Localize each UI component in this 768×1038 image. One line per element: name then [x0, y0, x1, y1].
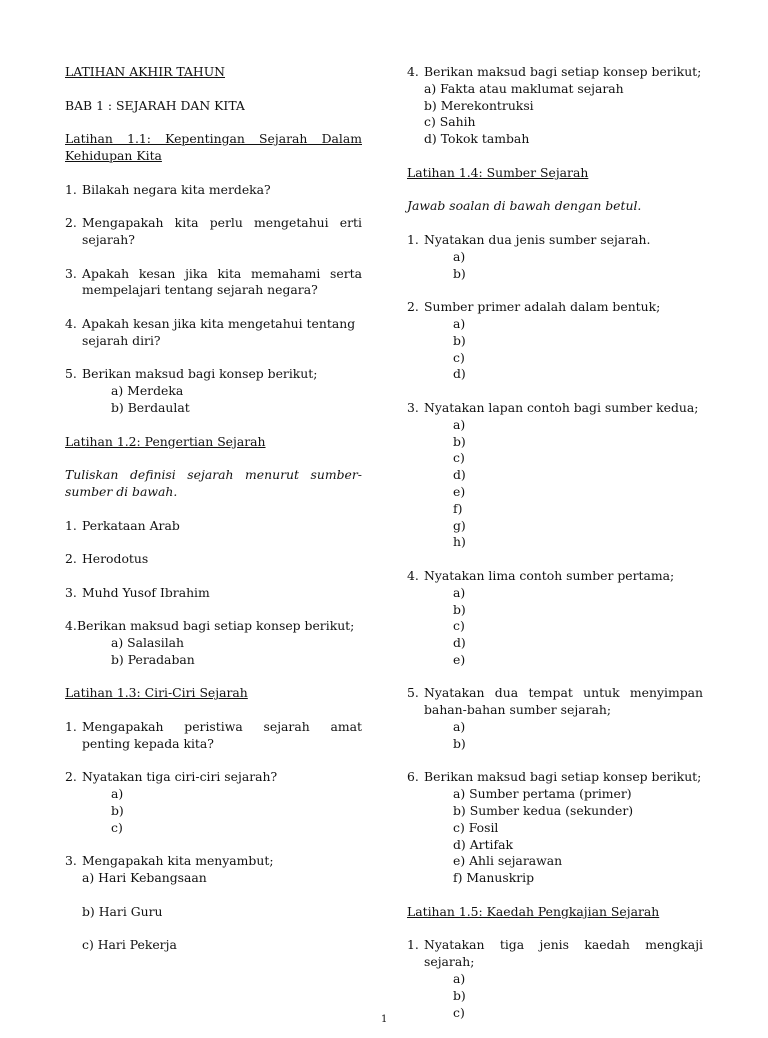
question-1-4-2: 2. Sumber primer adalah dalam bentuk; a) b) c) d)	[407, 299, 703, 383]
answer-option: e) Ahli sejarawan	[453, 853, 563, 869]
answer-option: b) Berdaulat	[111, 399, 190, 415]
question-1-2-2: 2. Herodotus	[65, 551, 362, 568]
question-1-3-1: 1. Mengapakah peristiwa sejarah amat penting kepada kita?	[65, 719, 362, 751]
question-1-2-1: 1. Perkataan Arab	[65, 518, 362, 535]
answer-option: a)	[453, 719, 466, 735]
question-1-4-3: 3. Nyatakan lapan contoh bagi sumber kedua; a) b) c) d) e) f) g) h)	[407, 400, 703, 551]
answer-option: d)	[453, 366, 466, 382]
question-text: Sumber primer adalah dalam bentuk;	[424, 299, 661, 315]
answer-option: c)	[453, 1004, 465, 1020]
question-text: Perkataan Arab	[82, 517, 180, 533]
answer-option: a)	[111, 786, 124, 802]
answer-option: c)	[453, 450, 465, 466]
answer-option: a)	[453, 971, 466, 987]
answer-option: a) Salasilah	[111, 635, 185, 651]
question-text: Apakah kesan jika kita memahami serta mempelajari tentang sejarah negara?	[82, 265, 362, 298]
answer-option: b)	[453, 265, 466, 281]
answer-option: b) Merekontruksi	[424, 97, 534, 113]
question-text: Bilakah negara kita merdeka?	[82, 181, 271, 197]
answer-option: a)	[453, 248, 466, 264]
answer-option: b)	[111, 803, 124, 819]
answer-option: b)	[453, 332, 466, 348]
question-1-5-1: 1. Nyatakan tiga jenis kaedah mengkaji sejarah; a) b) c)	[407, 937, 703, 1020]
question-1-4-4: 4. Nyatakan lima contoh sumber pertama; a) b) c) d) e)	[407, 568, 703, 669]
answer-option: h)	[453, 534, 466, 550]
question-1-1-1: 1. Bilakah negara kita merdeka?	[65, 182, 362, 199]
question-1-3-3: 3. Mengapakah kita menyambut; a) Hari Kebangsaan b) Hari Guru c) Hari Pekerja	[65, 853, 362, 954]
answer-option: b)	[453, 987, 466, 1003]
question-text: Mengapakah kita perlu mengetahui erti sejarah?	[82, 215, 362, 247]
question-1-3-2: 2. Nyatakan tiga ciri-ciri sejarah? a) b) c)	[65, 769, 362, 836]
answer-option: b)	[453, 735, 466, 751]
answer-option: a) Hari Kebangsaan	[82, 870, 207, 886]
question-text: Mengapakah peristiwa sejarah amat penting kepada kita?	[82, 719, 362, 751]
question-1-4-5: 5. Nyatakan dua tempat untuk menyimpan bahan-bahan sumber sejarah; a) b)	[407, 685, 703, 751]
question-text: Nyatakan tiga jenis kaedah mengkaji sejarah;	[424, 937, 703, 970]
question-text: Apakah kesan jika kita mengetahui tentang sejarah diri?	[82, 315, 356, 348]
answer-option: a) Sumber pertama (primer)	[453, 786, 632, 802]
answer-option: b) Hari Guru	[82, 903, 163, 919]
answer-option: d)	[453, 635, 466, 651]
section-heading-1-4: Latihan 1.4: Sumber Sejarah	[407, 164, 589, 180]
answer-option: d)	[453, 467, 466, 483]
section-heading-1-1: Latihan 1.1: Kepentingan Sejarah Dalam Kehidupan Kita	[65, 131, 362, 163]
question-text: Mengapakah kita menyambut;	[82, 853, 274, 869]
question-text: Nyatakan dua jenis sumber sejarah.	[424, 231, 651, 247]
answer-option: b) Peradaban	[111, 651, 195, 667]
answer-option: f)	[453, 500, 463, 516]
question-1-1-5: 5. Berikan maksud bagi konsep berikut; a) Merdeka b) Berdaulat	[65, 366, 362, 416]
question-text: Berikan maksud bagi konsep berikut;	[82, 366, 318, 382]
answer-option: c) Sahih	[424, 114, 476, 130]
document-title: LATIHAN AKHIR TAHUN	[65, 64, 225, 79]
question-text: Muhd Yusof Ibrahim	[82, 584, 210, 600]
question-1-4-6: 6. Berikan maksud bagi setiap konsep berikut; a) Sumber pertama (primer) b) Sumber kedua (sekunder) c) Fosil d) Artifak e) Ahli sejarawan f) Manuskrip	[407, 769, 702, 886]
answer-option: b)	[453, 433, 466, 449]
question-text: Nyatakan tiga ciri-ciri sejarah?	[82, 769, 278, 785]
answer-option: a)	[453, 315, 466, 331]
question-text: Nyatakan lapan contoh bagi sumber kedua;	[424, 399, 699, 415]
question-1-1-2: 2. Mengapakah kita perlu mengetahui erti sejarah?	[65, 215, 362, 247]
section-heading-1-5: Latihan 1.5: Kaedah Pengkajian Sejarah	[407, 903, 660, 919]
chapter-title: BAB 1 : SEJARAH DAN KITA	[65, 97, 245, 113]
section-instruction: Tuliskan definisi sejarah menurut sumber-sumber di bawah.	[65, 467, 362, 499]
answer-option: c) Hari Pekerja	[82, 937, 177, 953]
answer-option: f) Manuskrip	[453, 870, 535, 886]
answer-option: e)	[453, 651, 466, 667]
question-text: Berikan maksud bagi setiap konsep berikut;	[424, 769, 702, 785]
answer-option: c) Fosil	[453, 819, 499, 835]
answer-option: a)	[453, 416, 466, 432]
question-text: Berikan maksud bagi setiap konsep berikut;	[424, 64, 702, 79]
section-heading-1-2: Latihan 1.2: Pengertian Sejarah	[65, 433, 266, 449]
question-1-2-5: 4. Berikan maksud bagi setiap konsep berikut; a) Fakta atau maklumat sejarah b) Merekontruksi c) Sahih d) Tokok tambah	[407, 64, 702, 147]
question-text: Berikan maksud bagi setiap konsep berikut;	[77, 618, 355, 634]
question-text: Herodotus	[82, 551, 149, 567]
answer-option: c)	[111, 819, 123, 835]
section-heading-1-3: Latihan 1.3: Ciri-Ciri Sejarah	[65, 685, 248, 701]
answer-option: b) Sumber kedua (sekunder)	[453, 803, 634, 819]
answer-option: d) Tokok tambah	[424, 131, 530, 147]
question-1-4-1: 1. Nyatakan dua jenis sumber sejarah. a) b)	[407, 232, 703, 282]
answer-option: g)	[453, 517, 466, 533]
left-column	[65, 64, 362, 971]
answer-option: a) Fakta atau maklumat sejarah	[424, 80, 624, 96]
answer-option: c)	[453, 349, 465, 365]
page-number: 1	[381, 1014, 388, 1025]
answer-option: a)	[453, 584, 466, 600]
question-1-1-3: 3. Apakah kesan jika kita memahami serta mempelajari tentang sejarah negara?	[65, 265, 362, 298]
question-1-2-3: 3. Muhd Yusof Ibrahim	[65, 585, 362, 602]
answer-option: c)	[453, 618, 465, 634]
question-1-1-4: 4. Apakah kesan jika kita mengetahui tentang sejarah diri?	[65, 316, 362, 350]
question-text: Nyatakan dua tempat untuk menyimpan bahan-bahan sumber sejarah;	[424, 685, 703, 718]
right-column	[407, 64, 703, 1038]
section-instruction: Jawab soalan di bawah dengan betul.	[407, 198, 642, 214]
answer-option: a) Merdeka	[111, 383, 184, 399]
question-1-2-4: 4. Berikan maksud bagi setiap konsep berikut; a) Salasilah b) Peradaban	[65, 618, 362, 668]
answer-option: d) Artifak	[453, 836, 513, 852]
answer-option: e)	[453, 483, 466, 499]
answer-option: b)	[453, 601, 466, 617]
question-text: Nyatakan lima contoh sumber pertama;	[424, 567, 675, 583]
